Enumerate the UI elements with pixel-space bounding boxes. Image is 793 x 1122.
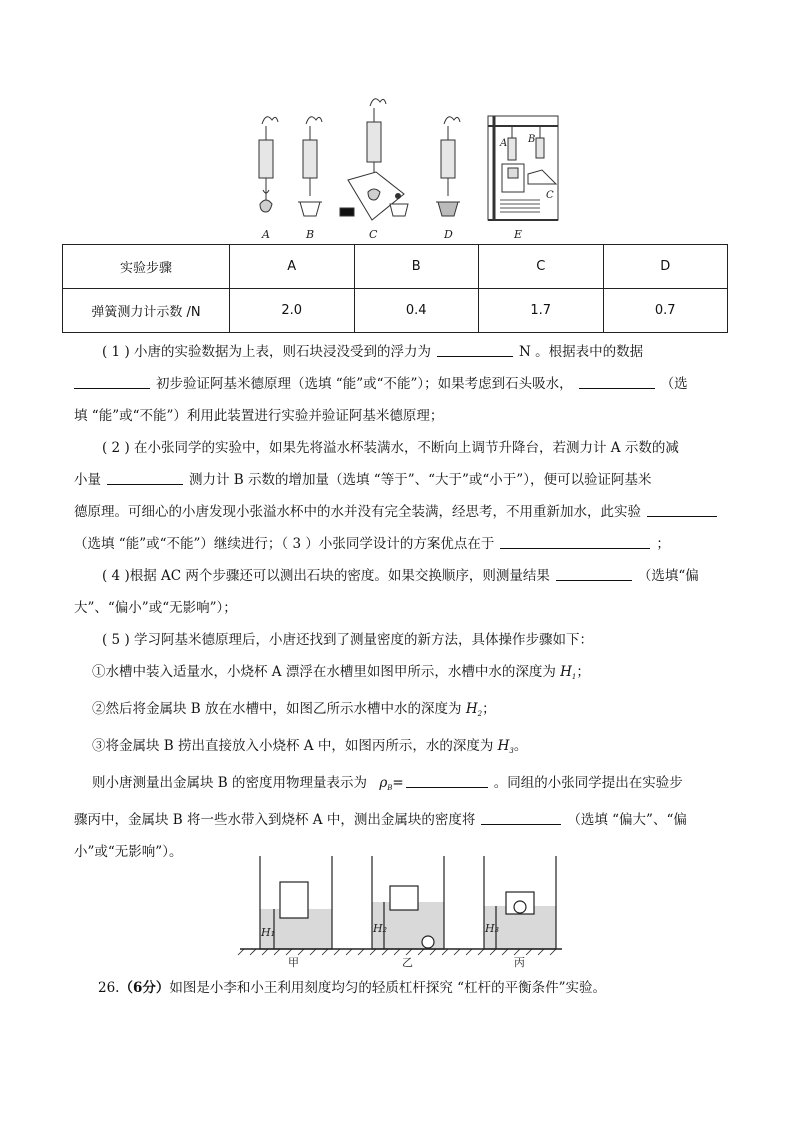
q2-text: ；: [656, 536, 670, 552]
q2-line1: [74, 432, 726, 464]
hand-c-icon: [370, 99, 386, 106]
q5-step2: [74, 693, 726, 730]
stone-a: [260, 200, 272, 212]
h-subscript: 2: [477, 710, 483, 718]
h1-label: H₁: [261, 926, 276, 939]
label-e-a: A: [500, 138, 508, 149]
table-row: [63, 289, 728, 333]
table-cell: A: [230, 245, 355, 289]
spring-scale-diagram: [240, 96, 570, 246]
h2-label: H₂: [373, 922, 388, 935]
answer-blank[interactable]: [579, 374, 655, 389]
water-tank-diagram: [236, 852, 566, 970]
beaker-d: [438, 202, 458, 216]
q2-text: （选填 “能”或“不能”）继续进行；（ 3 ）小张同学设计的方案优点在于: [74, 536, 495, 552]
hand-a-icon: [262, 117, 278, 124]
q4-text: （选填“偏: [637, 568, 699, 584]
q5-text: （选填 “偏大”、“偏: [567, 812, 687, 828]
label-e: E: [514, 228, 523, 241]
table-cell: 0.7: [603, 289, 728, 333]
block-b-bing: [514, 901, 526, 913]
answer-blank[interactable]: [556, 566, 632, 581]
q1-line3: [74, 400, 726, 432]
table-cell: C: [479, 245, 604, 289]
answer-blank[interactable]: [500, 534, 650, 549]
q5-text: ③将金属块 B 捞出直接放入小烧杯 A 中，如图丙所示，水的深度为: [92, 738, 494, 754]
q4-text: ( 4 )根据 AC 两个步骤还可以测出石块的密度。如果交换顺序，则测量结果: [102, 568, 550, 584]
q5-text: ②然后将金属块 B 放在水槽中，如图乙所示水槽中水的深度为: [92, 701, 462, 717]
answer-blank[interactable]: [647, 502, 717, 517]
h3-label: H₃: [485, 922, 500, 935]
answer-blank[interactable]: [406, 773, 488, 788]
h-subscript: 3: [509, 747, 514, 755]
h-symbol: H: [465, 701, 478, 717]
q5-text: 则小唐测量出金属块 B 的密度用物理量表示为: [92, 775, 368, 791]
table-header-row: [63, 245, 728, 289]
block-b-yi: [422, 936, 434, 948]
rho-symbol: ρ: [379, 775, 388, 791]
q5-text: ①水槽中装入适量水，小烧杯 A 漂浮在水槽里如图甲所示，水槽中水的深度为: [92, 664, 556, 680]
label-b: B: [306, 228, 315, 241]
question-26: [98, 976, 606, 996]
question-26-text: 如图是小李和小王利用刻度均匀的轻质杠杆探究 “杠杆的平衡条件”实验。: [169, 980, 606, 996]
q5-text: 骤丙中，金属块 B 将一些水带入到烧杯 A 中，测出金属块的密度将: [74, 812, 476, 828]
q1-text: （选: [660, 376, 688, 392]
label-e-b: B: [528, 134, 536, 145]
experiment-figure-top: [240, 96, 570, 246]
table-cell: 1.7: [479, 289, 604, 333]
q1-text: N 。根据表中的数据: [519, 344, 644, 360]
caption-yi: 乙: [402, 956, 413, 969]
table-cell: 弹簧测力计示数 /N: [63, 289, 230, 333]
table-cell: 实验步骤: [63, 245, 230, 289]
q5-text: 。同组的小张同学提出在实验步: [493, 775, 683, 791]
q2-text: ( 2 ) 在小张同学的实验中，如果先将溢水杯装满水，不断向上调节升降台，若测力计 A 示数的减: [102, 440, 679, 456]
caption-bing: 丙: [514, 956, 525, 969]
q1-text: ( 1 ) 小唐的实验数据为上表，则石块浸没受到的浮力为: [102, 344, 431, 360]
label-c: C: [369, 228, 378, 241]
answer-blank[interactable]: [74, 374, 150, 389]
q1-text: 初步验证阿基米德原理（选填 “能”或“不能”）；如果考虑到石头吸水，: [156, 376, 573, 392]
q2-line3: [74, 496, 726, 528]
q5-text: ；: [482, 701, 496, 717]
tank-figure: [236, 852, 566, 970]
q5-step1: [74, 656, 726, 693]
q2-text: 德原理。可细心的小唐发现小张溢水杯中的水并没有完全装满，经思考，不用重新加水，此实验: [74, 504, 641, 520]
table-cell: D: [603, 245, 728, 289]
q1-text: 填 “能”或“不能”）利用此装置进行实验并验证阿基米德原理；: [74, 408, 444, 424]
answer-blank[interactable]: [107, 470, 183, 485]
q1-line1: [74, 336, 726, 368]
q5-line2: [74, 804, 726, 836]
q1-line2: [74, 368, 726, 400]
q5-text: 小”或“无影响”）。: [74, 844, 183, 860]
question-score: （6分）: [119, 980, 170, 996]
q5-rho-line: [74, 767, 726, 804]
hand-b-icon: [306, 117, 322, 124]
q5-text: ；: [576, 664, 590, 680]
h-subscript: 1: [571, 673, 577, 681]
q5-text: 。: [513, 738, 528, 754]
answer-blank[interactable]: [437, 342, 513, 357]
beaker-a-yi: [390, 886, 418, 910]
question-number: 26.: [98, 980, 120, 996]
h-symbol: H: [560, 664, 572, 680]
h-symbol: H: [497, 738, 510, 754]
question-body: [74, 336, 726, 868]
measurement-table: [62, 244, 728, 333]
rho-subscript: B: [387, 784, 393, 792]
q2-line2: [74, 464, 726, 496]
beaker-b: [300, 202, 320, 216]
q2-line4: [74, 528, 726, 560]
q4-line1: [74, 560, 726, 592]
label-d: D: [444, 228, 453, 241]
hand-d-icon: [444, 117, 460, 124]
table-cell: B: [354, 245, 479, 289]
q2-text: 小量: [74, 472, 101, 488]
label-a: A: [262, 228, 270, 241]
q4-text: 大”、“偏小”或“无影响”）；: [74, 600, 237, 616]
beaker-a-jia: [280, 882, 308, 918]
q4-line2: [74, 592, 726, 624]
q5-text: ( 5 ) 学习阿基米德原理后，小唐还找到了测量密度的新方法，具体操作步骤如下：: [102, 632, 593, 648]
caption-jia: 甲: [288, 956, 299, 969]
q5-intro: [74, 624, 726, 656]
q2-text: 测力计 B 示数的增加量（选填 “等于”、“大于”或“小于”），便可以验证阿基米: [189, 472, 652, 488]
answer-blank[interactable]: [481, 810, 561, 825]
q5-step3: [74, 730, 726, 767]
table-cell: 0.4: [354, 289, 479, 333]
label-e-c: C: [546, 190, 554, 201]
q5-text: =: [392, 775, 404, 791]
table-cell: 2.0: [230, 289, 355, 333]
